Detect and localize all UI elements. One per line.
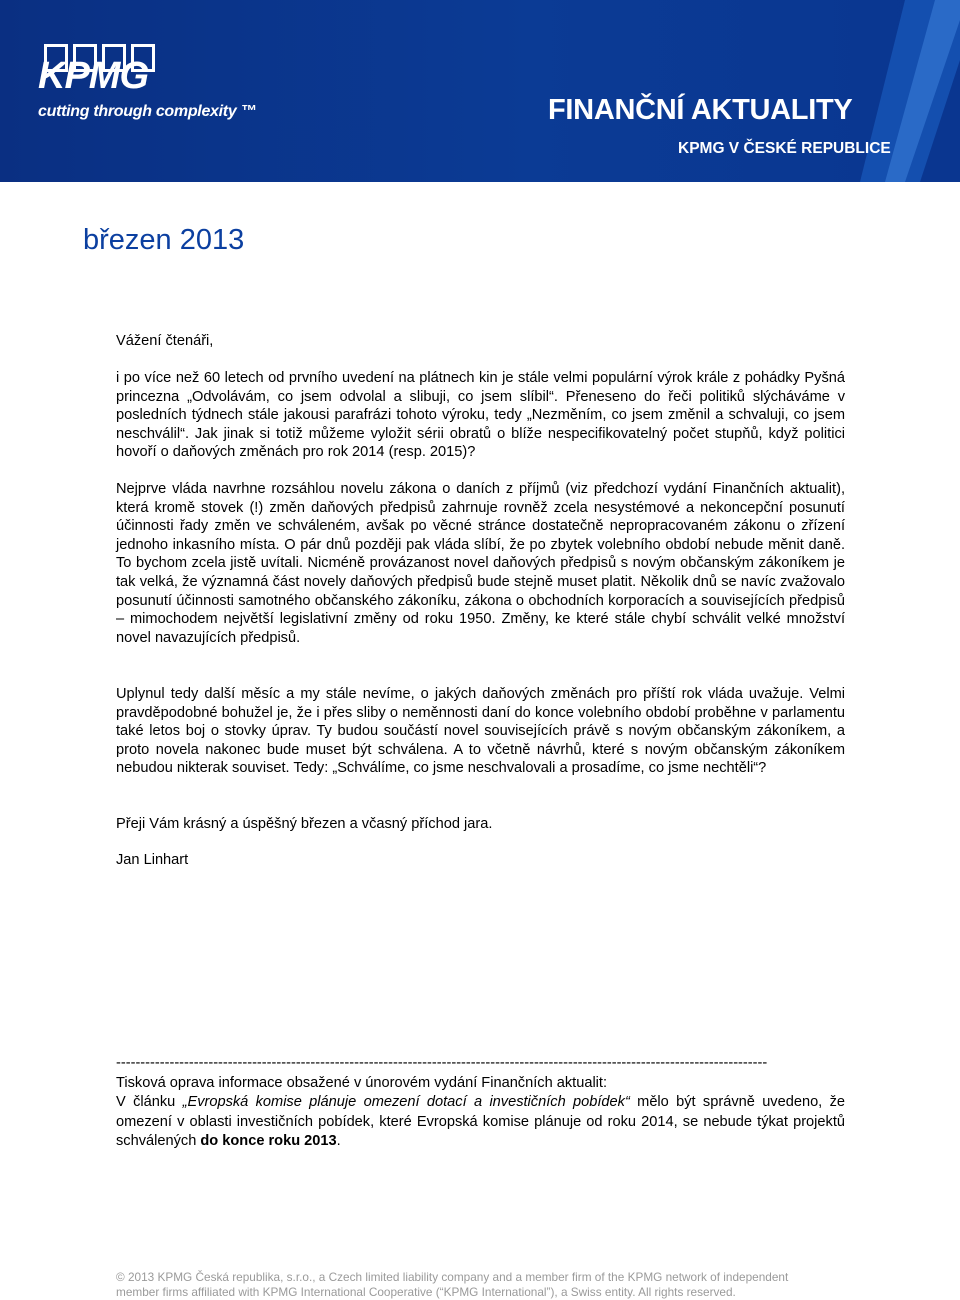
paragraph-2-text: Nejprve vláda navrhne rozsáhlou novelu zákona o daních z příjmů (viz předchozí vydání Finančních aktualit), která kromě stovek (!) změn daňových předpisů zahrnuje rovněž zcela nesystémové a nekoncepční posunutí účinnosti řady změn ve schváleném, avšak po věcné stránce dostatečně nepropracovaném zákonu o zřízení jednoho inkasního místa. O pár dnů později pak vláda slíbí, že po zbytek volebního období nebude měnit daně. To bychom zcela jistě uvítali. Nicméně provázanost novel daňových předpisů s novým občanským zákoníkem je tak velká, že významná část novely daňových předpisů bude stejně muset platit. Několik dnů se navíc zvažovalo posunutí účinnosti samotného občanského zákoníku, zákona o obchodních korporacích a souvisejících předpisů – mimochodem největší legislativní změny od roku 1950. Změny, ke které stále chybí schválit velké množství novel navazujících předpisů. — [116, 481, 845, 646]
paragraph-1-text: i po více než 60 letech od prvního uvedení na plátnech kin je stále velmi populární výrok krále z pohádky Pyšná princezna „Odvolávám, co jsem odvolal a slibuji, co jsem slíbil“. Přeneseno do řeči politiků slýcháváme v posledních týdnech stále jakousi parafrázi tohoto výroku, tedy „Nezměním, co jsem změnil a schvaluji, co jsem neschválil“. Jak jinak si totiž můžeme vyložit sérii obratů o blíže nespecifikovatelný počet stupňů, když politici hovoří o daňových změnách pro rok 2014 (resp. 2015)? — [116, 370, 845, 461]
kpmg-logo: KPMG — [38, 55, 148, 97]
closing-text: Přeji Vám krásný a úspěšný březen a včasný příchod jara. — [116, 816, 493, 832]
correction-text-before: V článku — [116, 1094, 183, 1111]
footer-line-1: © 2013 KPMG Česká republika, s.r.o., a Czech limited liability company and a member firm of the KPMG network of independent — [116, 1270, 789, 1284]
correction-text-middle: mělo být správně uvedeno, že omezení v oblasti investičních pobídek, které Evropská komise plánuje od roku 2014, se nebude týkat projektů schválených — [116, 1094, 845, 1150]
footer-line-2: member firms affiliated with KPMG International Cooperative (“KPMG International”), a Swiss entity. All rights reserved. — [116, 1285, 736, 1299]
signature-text: Jan Linhart — [116, 852, 189, 868]
paragraph-1 — [116, 369, 845, 462]
tagline: cutting through complexity ™ — [38, 103, 257, 120]
correction-heading: Tisková oprava informace obsažené v únorovém vydání Finančních aktualit: — [116, 1074, 608, 1091]
paragraph-3 — [116, 685, 845, 778]
paragraph-3-text: Uplynul tedy další měsíc a my stále nevíme, o jakých daňových změnách pro příští rok vláda uvažuje. Velmi pravděpodobné bohužel je, že i přes sliby o neměnnosti daní do konce volebního období proběhne v parlamentu také letos boj o stovky úprav. Ty budou součástí novel souvisejících právě s novým občanským zákoníkem, a proto novela nakonec bude muset být schválena. A to včetně návrhů, které s novým občanským zákoníkem nebudou nikterak souviset. Tedy: „Schválíme, co jsme neschvalovali a prosadíme, co jsme nechtěli“? — [116, 686, 845, 777]
correction-text-end: . — [336, 1133, 341, 1150]
correction-bold: do konce roku 2013 — [200, 1133, 337, 1150]
header-banner — [0, 0, 960, 182]
separator-line: -------------------------------------------------------------------------------------------------------------------------------------- — [116, 1055, 768, 1071]
article-title: „Evropská komise plánuje omezení dotací a investičních pobídek“ — [182, 1094, 630, 1111]
signature — [116, 851, 845, 870]
correction-text — [116, 1093, 845, 1152]
salutation — [116, 332, 845, 351]
newsletter-subtitle: KPMG V ČESKÉ REPUBLICE — [678, 140, 891, 157]
paragraph-2 — [116, 480, 845, 647]
issue-date: březen 2013 — [83, 224, 245, 256]
copyright-footer — [116, 1270, 856, 1300]
newsletter-title: FINANČNÍ AKTUALITY — [548, 94, 853, 126]
closing — [116, 815, 845, 834]
correction-note — [116, 1054, 845, 1152]
salutation-text: Vážení čtenáři, — [116, 333, 214, 349]
